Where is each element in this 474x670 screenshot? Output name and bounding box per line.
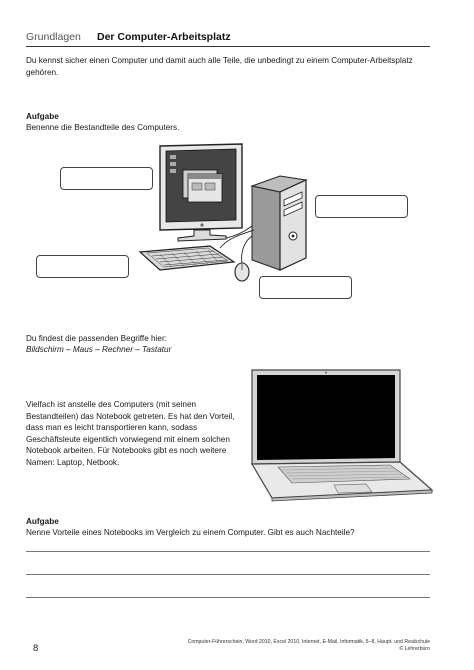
tower-image <box>252 176 306 270</box>
header-divider <box>26 46 430 47</box>
task2-text: Nenne Vorteile eines Notebooks im Vergleich zu einem Computer. Gibt es auch Nachteile? <box>26 528 355 537</box>
terms-heading: Du findest die passenden Begriffe hier: <box>26 334 167 343</box>
header-category: Grundlagen <box>26 31 81 43</box>
label-box-1[interactable] <box>60 167 153 190</box>
page-number: 8 <box>33 643 39 654</box>
task1-heading: Aufgabe <box>26 112 59 121</box>
computer-illustration <box>130 140 320 290</box>
writing-line-3[interactable] <box>26 597 430 598</box>
task2-heading: Aufgabe <box>26 517 59 526</box>
footer-line-1: Computer-Führerschein, Word 2010, Excel 2010, Internet, E-Mail, Informatik, 5–8, Haupt- und Realschule <box>187 639 430 645</box>
page-title: Der Computer-Arbeitsplatz <box>97 31 231 43</box>
mouse-image <box>220 226 254 281</box>
footer-credit <box>188 639 430 653</box>
writing-line-1[interactable] <box>26 551 430 552</box>
writing-line-2[interactable] <box>26 574 430 575</box>
laptop-illustration <box>248 366 434 508</box>
label-box-2[interactable] <box>315 195 408 218</box>
intro-text: Du kennst sicher einen Computer und damit auch alle Teile, die unbedingt zu einem Computer-Arbeitsplatz gehören. <box>26 56 413 77</box>
notebook-text: Vielfach ist anstelle des Computers (mit seinen Bestandteilen) das Notebook getreten. Es hat den Vorteil, dass man es leicht transportieren kann, sodass Geschäftsleute eigentlich vorwiegend mit einem solchen Notebook arbeiten. Für Notebooks gibt es noch weitere Namen: Laptop, Netbook. <box>26 400 235 467</box>
terms-list: Bildschirm – Maus – Rechner – Tastatur <box>26 345 172 354</box>
footer-line-2: © Lehrerbüro <box>399 645 430 652</box>
task1-text: Benenne die Bestandteile des Computers. <box>26 123 180 132</box>
label-box-3[interactable] <box>36 255 129 278</box>
label-box-4[interactable] <box>259 276 352 299</box>
monitor-image <box>160 144 242 241</box>
keyboard-image <box>140 246 234 270</box>
